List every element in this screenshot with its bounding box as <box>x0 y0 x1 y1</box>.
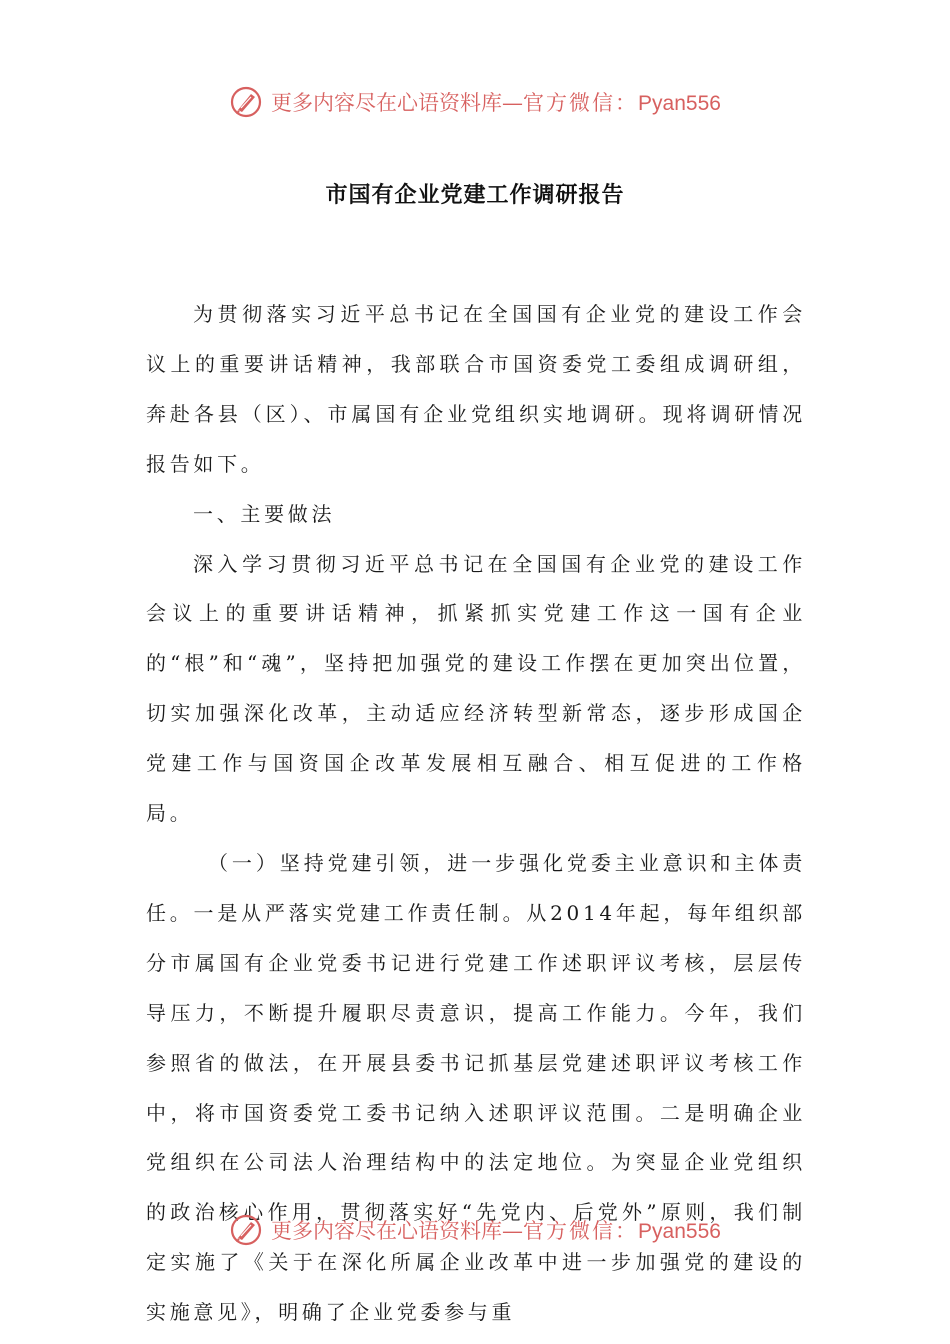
banner-wechat-id: Pyan556 <box>638 92 721 115</box>
paragraph-subsection-one: （一）坚持党建引领，进一步强化党委主业意识和主体责任。一是从严落实党建工作责任制。从2014年起，每年组织部分市属国有企业党委书记进行党建工作述职评议考核，层层传导压力，不断提升履职尽责意识，提高工作能力。今年，我们参照省的做法，在开展县委书记抓基层党建述职评议考核工作中，将市国资委党工委书记纳入述职评议范围。二是明确企业党组织在公司法人治理结构中的法定地位。为突显企业党组织的政治核心作用，贯彻落实好“先党内、后党外”原则，我们制定实施了《关于在深化所属企业改革中进一步加强党的建设的实施意见》，明确了企业党委参与重 <box>146 850 806 1325</box>
document-body <box>146 290 806 1338</box>
banner-site-text: 更多内容尽在心语资料库 <box>271 91 503 115</box>
pen-nib-logo-icon <box>229 85 263 119</box>
header-banner <box>0 80 950 124</box>
footer-banner <box>0 1208 950 1252</box>
paragraph-intro: 为贯彻落实习近平总书记在全国国有企业党的建设工作会议上的重要讲话精神，我部联合市国资委党工委组成调研组，奔赴各县（区）、市属国有企业党组织实地调研。现将调研情况报告如下。 <box>146 302 806 476</box>
document-title: 市国有企业党建工作调研报告 <box>325 183 625 208</box>
paragraph-main-practices: 深入学习贯彻习近平总书记在全国国有企业党的建设工作会议上的重要讲话精神，抓紧抓实党建工作这一国有企业的“根”和“魂”，坚持把加强党的建设工作摆在更加突出位置，切实加强深化改革，主动适应经济转型新常态，逐步形成国企党建工作与国资国企改革发展相互融合、相互促进的工作格局。 <box>146 551 806 826</box>
section-heading-main-practices: 一、主要做法 <box>193 501 336 526</box>
pen-nib-logo-icon <box>229 1213 263 1247</box>
banner-separator: — <box>502 91 524 115</box>
banner-separator: — <box>502 1219 524 1243</box>
header-banner-text <box>271 87 721 117</box>
banner-wechat-id: Pyan556 <box>638 1220 721 1243</box>
banner-site-text: 更多内容尽在心语资料库 <box>271 1219 503 1243</box>
banner-wechat-label: 官方微信： <box>523 91 639 115</box>
banner-wechat-label: 官方微信： <box>523 1219 639 1243</box>
footer-banner-text <box>271 1215 721 1245</box>
